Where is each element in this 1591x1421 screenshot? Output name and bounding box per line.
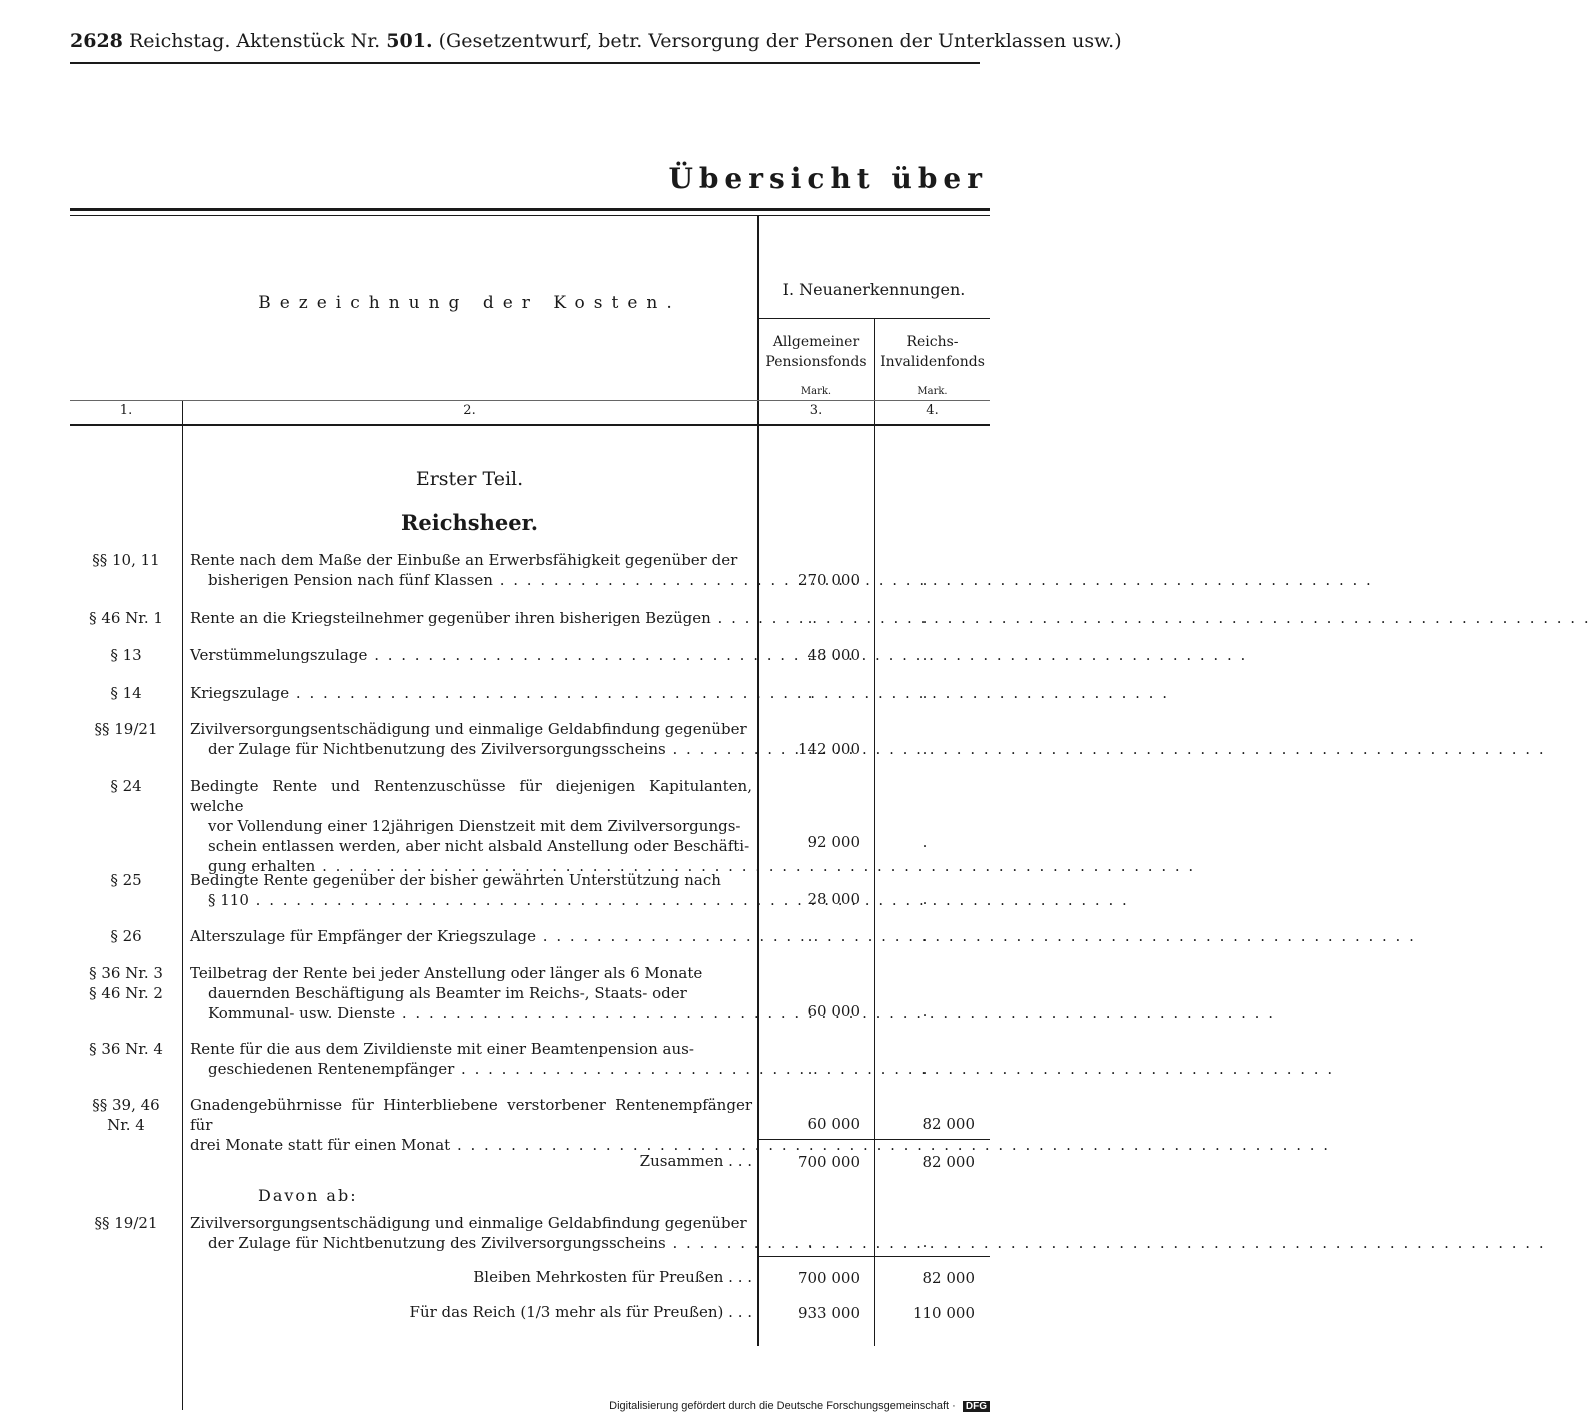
bleiben-label: Bleiben Mehrkosten für Preußen . . . bbox=[473, 1268, 752, 1286]
deduction-paragraph: §§ 19/21 bbox=[94, 1214, 158, 1232]
row-description bbox=[190, 870, 752, 910]
row-paragraph bbox=[70, 1095, 182, 1135]
row-line: gung erhalten . . . bbox=[190, 856, 752, 876]
row-line: § 110 . . . bbox=[190, 890, 752, 910]
row-line: Rente für die aus dem Zivildienste mit einer Beamtenpension aus- bbox=[190, 1040, 694, 1058]
row-line: Rente nach dem Maße der Einbuße an Erwerbsfähigkeit gegenüber der bbox=[190, 551, 738, 569]
row-description bbox=[190, 645, 752, 665]
col4-header bbox=[875, 332, 990, 372]
bleiben-value-invalidenfonds: 82 000 bbox=[922, 1269, 975, 1287]
col4-number: 4. bbox=[926, 403, 939, 418]
row-value-invalidenfonds: . bbox=[922, 646, 928, 664]
description-column-header: Bezeichnung der Kosten. bbox=[258, 293, 681, 313]
row-description bbox=[190, 776, 752, 876]
col4-header-line2: Invalidenfonds bbox=[880, 354, 985, 370]
deduction-value-invalidenfonds: . bbox=[922, 1233, 928, 1251]
row-value-pensionsfonds: 48 000 bbox=[807, 646, 860, 664]
row-paragraph: § 14 bbox=[110, 684, 142, 702]
row-line: Gnadengebührnisse für Hinterbliebene verstorbener Rentenempfänger für bbox=[190, 1096, 752, 1134]
row-line: Alterszulage für Empfänger der Kriegszulage . . . bbox=[190, 926, 752, 946]
table-top-rule-thin bbox=[70, 215, 990, 216]
running-header bbox=[70, 30, 1122, 52]
row-value-pensionsfonds: . bbox=[807, 927, 813, 945]
row-description bbox=[190, 550, 752, 590]
row-description bbox=[190, 719, 752, 759]
row-description bbox=[190, 963, 752, 1023]
row-line: vor Vollendung einer 12jährigen Dienstzeit mit dem Zivilversorgungs- bbox=[208, 817, 741, 835]
column-number-rule bbox=[70, 400, 990, 401]
row-paragraph: § 46 Nr. 1 bbox=[89, 609, 163, 627]
row-paragraph: §§ 10, 11 bbox=[92, 551, 160, 569]
row-paragraph: § 13 bbox=[110, 646, 142, 664]
col3-header bbox=[758, 332, 874, 372]
header-subject: (Gesetzentwurf, betr. Versorgung der Personen der Unterklassen usw.) bbox=[438, 30, 1122, 52]
row-value-invalidenfonds: 82 000 bbox=[922, 1115, 975, 1133]
row-value-invalidenfonds: . bbox=[922, 833, 928, 851]
row-value-pensionsfonds: . bbox=[807, 684, 813, 702]
dfg-logo: DFG bbox=[963, 1401, 990, 1412]
part-title: Erster Teil. bbox=[415, 468, 524, 490]
row-value-invalidenfonds: . bbox=[922, 571, 928, 589]
group-header: I. Neuanerkennungen. bbox=[782, 280, 966, 299]
row-line: Bedingte Rente gegenüber der bisher gewährten Unterstützung nach bbox=[190, 871, 721, 889]
row-paragraph-line: §§ 39, 46 bbox=[92, 1096, 160, 1114]
row-value-invalidenfonds: . bbox=[922, 1002, 928, 1020]
document-number: 501. bbox=[386, 30, 433, 52]
zusammen-value-invalidenfonds: 82 000 bbox=[922, 1153, 975, 1171]
row-paragraph-line: Nr. 4 bbox=[107, 1116, 145, 1134]
row-value-invalidenfonds: . bbox=[922, 740, 928, 758]
row-line: Kommunal- usw. Dienste . . . bbox=[190, 1003, 752, 1023]
column-divider-1 bbox=[182, 400, 183, 1410]
row-description bbox=[190, 1095, 752, 1155]
row-value-pensionsfonds: . bbox=[807, 1060, 813, 1078]
row-value-pensionsfonds: 142 000 bbox=[797, 740, 860, 758]
sum-rule bbox=[758, 1256, 990, 1257]
row-line: Zivilversorgungsentschädigung und einmalige Geldabfindung gegenüber bbox=[190, 720, 747, 738]
row-line: Kriegszulage . . . bbox=[190, 683, 752, 703]
section-title: Reichsheer. bbox=[400, 510, 539, 535]
row-line: bisherigen Pension nach fünf Klassen . . . bbox=[190, 570, 752, 590]
digitization-footer: Digitalisierung gefördert durch die Deutsche Forschungsgemeinschaft · DFG bbox=[609, 1400, 990, 1412]
sum-rule bbox=[758, 1139, 990, 1140]
row-line: der Zulage für Nichtbenutzung des Zivilversorgungsscheins . . . bbox=[190, 1233, 752, 1253]
row-value-invalidenfonds: . bbox=[922, 927, 928, 945]
bleiben-value-pensionsfonds: 700 000 bbox=[797, 1269, 860, 1287]
header-rule bbox=[70, 62, 980, 64]
row-value-pensionsfonds: 28 000 bbox=[807, 890, 860, 908]
row-value-pensionsfonds: 92 000 bbox=[807, 833, 860, 851]
col3-header-line1: Allgemeiner bbox=[772, 334, 860, 350]
page-title: Übersicht über bbox=[668, 162, 988, 195]
row-line: Rente an die Kriegsteilnehmer gegenüber ihren bisherigen Bezügen . . . bbox=[190, 608, 752, 628]
col1-number: 1. bbox=[119, 403, 133, 418]
table-top-rule bbox=[70, 208, 990, 211]
row-line: drei Monate statt für einen Monat . . . bbox=[190, 1135, 752, 1155]
row-line: Teilbetrag der Rente bei jeder Anstellung oder länger als 6 Monate bbox=[190, 964, 703, 982]
deduction-value-pensionsfonds: . bbox=[807, 1233, 813, 1251]
row-line: Bedingte Rente und Rentenzuschüsse für diejenigen Kapitulanten, welche bbox=[190, 777, 752, 815]
reich-value-invalidenfonds: 110 000 bbox=[912, 1304, 975, 1322]
row-value-pensionsfonds: 270 000 bbox=[797, 571, 860, 589]
row-paragraph: § 36 Nr. 4 bbox=[89, 1040, 163, 1058]
col4-unit: Mark. bbox=[917, 386, 948, 397]
deduction-description bbox=[190, 1213, 752, 1253]
table-head-rule bbox=[70, 424, 990, 426]
row-line: schein entlassen werden, aber nicht alsbald Anstellung oder Beschäfti- bbox=[208, 837, 750, 855]
row-paragraph: § 26 bbox=[110, 927, 142, 945]
row-paragraph: §§ 19/21 bbox=[94, 720, 158, 738]
row-value-pensionsfonds: 60 000 bbox=[807, 1115, 860, 1133]
row-paragraph: § 24 bbox=[110, 777, 142, 795]
row-line: der Zulage für Nichtbenutzung des Zivilversorgungsscheins . . . bbox=[190, 739, 752, 759]
row-line: dauernden Beschäftigung als Beamter im Reichs-, Staats- oder bbox=[208, 984, 687, 1002]
col4-header-line1: Reichs- bbox=[906, 334, 959, 350]
col3-number: 3. bbox=[809, 403, 823, 418]
col3-header-line2: Pensionsfonds bbox=[765, 354, 867, 370]
row-line: Verstümmelungszulage . . . bbox=[190, 645, 752, 665]
row-description bbox=[190, 608, 752, 628]
row-line: geschiedenen Rentenempfänger . . . bbox=[190, 1059, 752, 1079]
row-value-invalidenfonds: . bbox=[922, 684, 928, 702]
row-paragraph-line: § 36 Nr. 3 bbox=[89, 964, 163, 982]
row-description bbox=[190, 1039, 752, 1079]
page-number: 2628 bbox=[70, 30, 123, 52]
row-line: Zivilversorgungsentschädigung und einmalige Geldabfindung gegenüber bbox=[190, 1214, 747, 1232]
row-value-invalidenfonds: . bbox=[922, 890, 928, 908]
zusammen-label: Zusammen . . . bbox=[639, 1152, 752, 1170]
row-description bbox=[190, 683, 752, 703]
davon-label: Davon ab: bbox=[258, 1186, 358, 1205]
group-rule bbox=[758, 318, 990, 319]
col2-number: 2. bbox=[463, 403, 476, 418]
footer-text: Digitalisierung gefördert durch die Deutsche Forschungsgemeinschaft bbox=[609, 1400, 950, 1412]
row-description bbox=[190, 926, 752, 946]
reich-value-pensionsfonds: 933 000 bbox=[797, 1304, 860, 1322]
col3-unit: Mark. bbox=[800, 386, 832, 397]
zusammen-value-pensionsfonds: 700 000 bbox=[797, 1153, 860, 1171]
row-value-invalidenfonds: . bbox=[922, 609, 928, 627]
reich-label: Für das Reich (1/3 mehr als für Preußen) . . . bbox=[409, 1303, 752, 1321]
header-text: Reichstag. Aktenstück Nr. bbox=[128, 30, 381, 52]
row-paragraph-line: § 46 Nr. 2 bbox=[89, 984, 163, 1002]
row-paragraph: § 25 bbox=[110, 871, 142, 889]
row-value-invalidenfonds: . bbox=[922, 1060, 928, 1078]
row-value-pensionsfonds: . bbox=[807, 609, 813, 627]
row-value-pensionsfonds: 60 000 bbox=[807, 1002, 860, 1020]
row-paragraph bbox=[70, 963, 182, 1003]
